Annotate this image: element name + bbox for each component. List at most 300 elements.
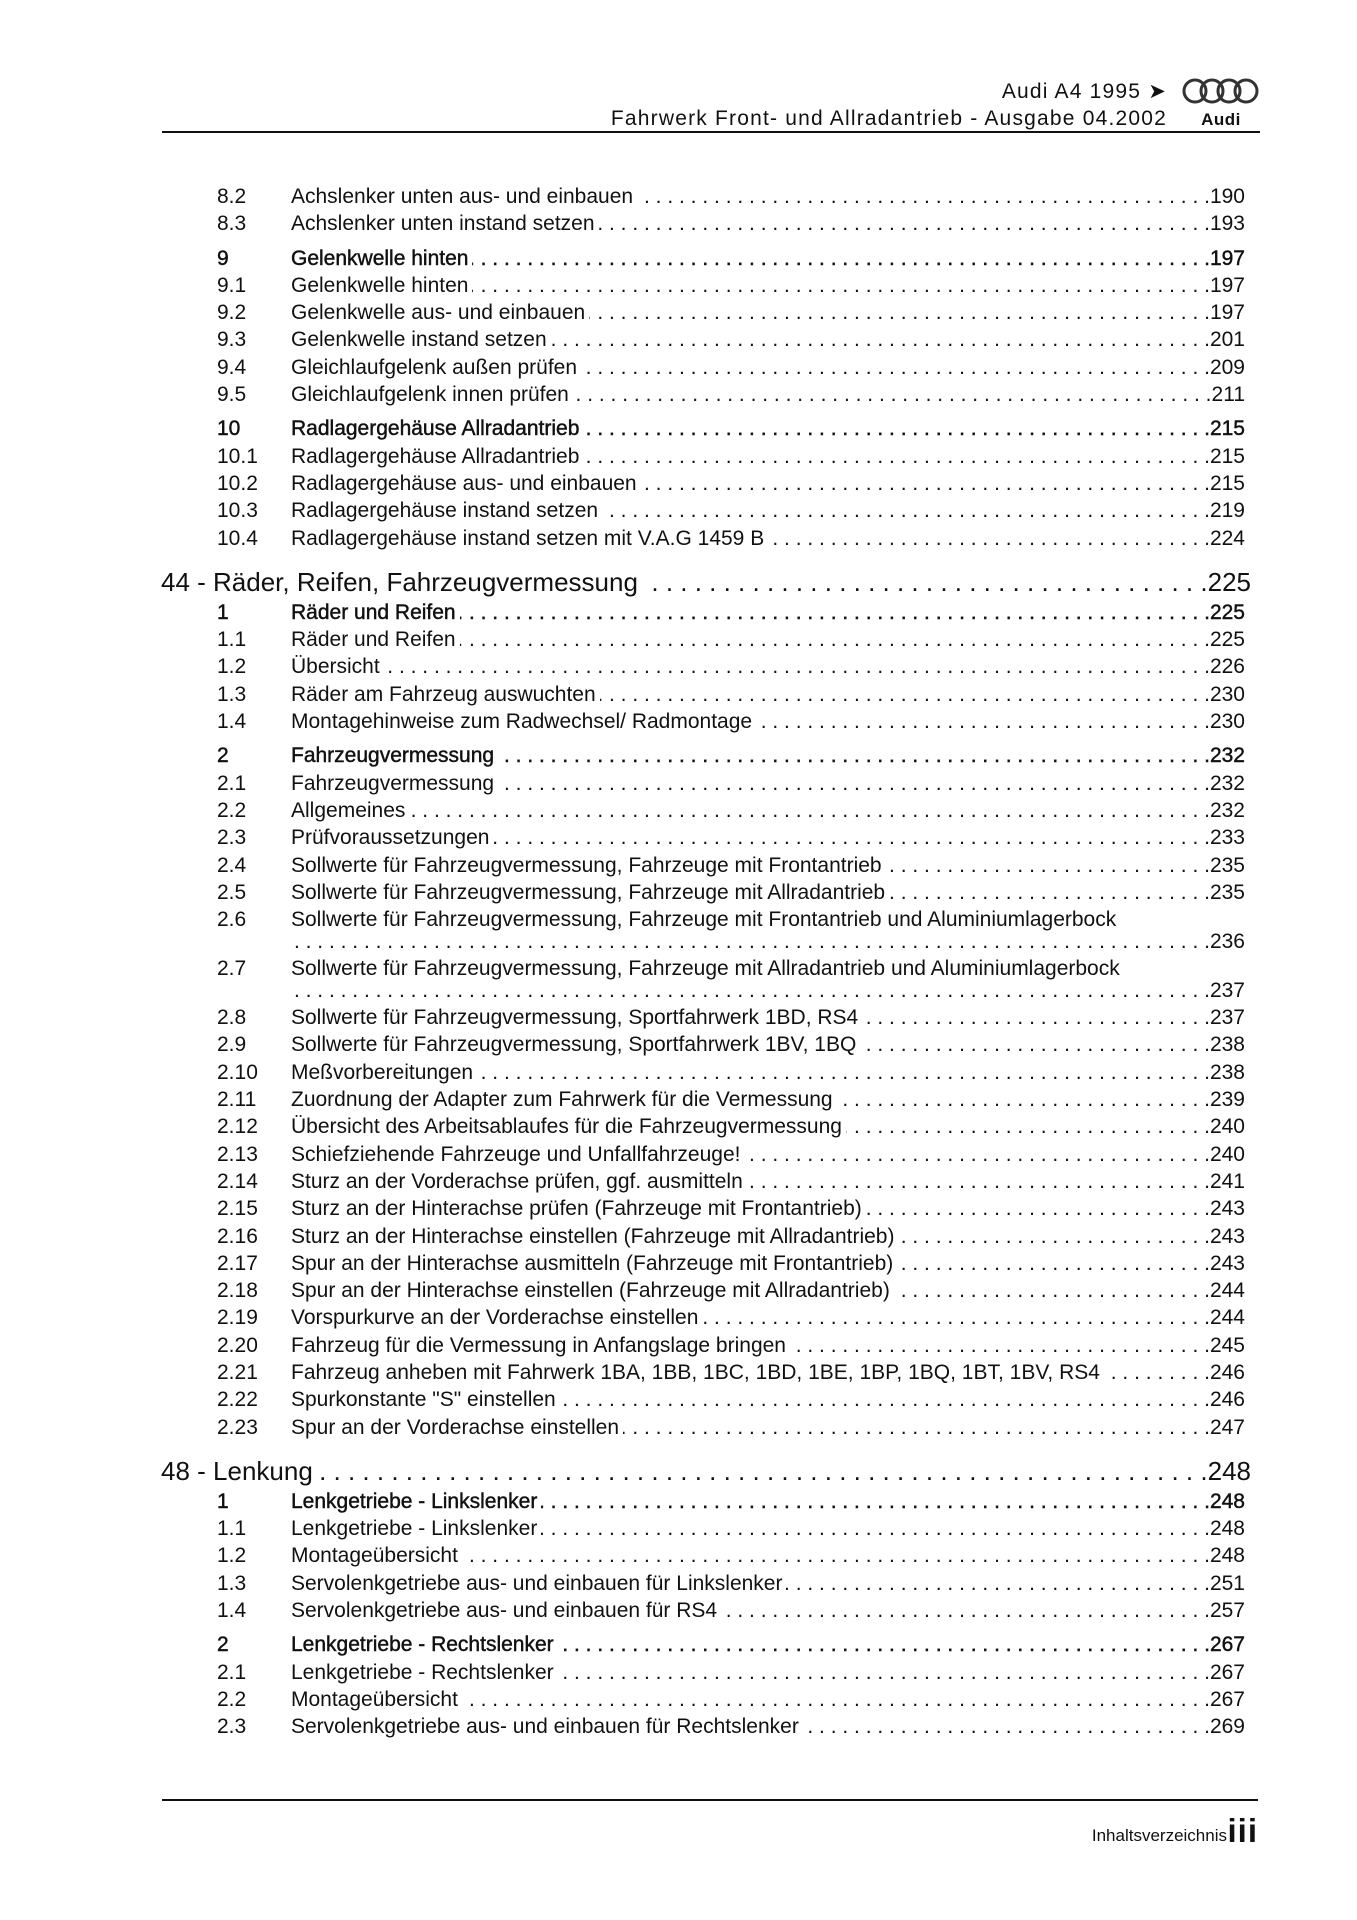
dot-leader (860, 1031, 1210, 1058)
toc-title: Räder und Reifen (291, 628, 456, 652)
toc-number: 2.2 (217, 798, 247, 822)
dot-leader (623, 1414, 1210, 1441)
dot-leader (721, 1597, 1210, 1624)
toc-title: Spur an der Vorderachse einstellen (291, 1415, 620, 1439)
toc-number: 10 (217, 417, 241, 441)
toc-title: 48 - Lenkung (161, 1455, 313, 1486)
toc-entry[interactable] (0, 797, 1357, 824)
toc-entry[interactable] (0, 497, 1357, 524)
toc-title: Meßvorbereitungen (291, 1060, 474, 1084)
audi-logo-text: Audi (1201, 110, 1241, 129)
toc-entry[interactable] (0, 626, 1357, 653)
toc-title: Vorspurkurve an der Vorderachse einstellen (291, 1306, 699, 1330)
toc-number: 1.2 (217, 1544, 247, 1568)
toc-section[interactable] (0, 415, 1357, 442)
dot-leader (541, 1515, 1210, 1542)
dot-leader (462, 1686, 1210, 1713)
toc-line (291, 1113, 1245, 1140)
toc-page: 243 (1209, 1251, 1245, 1275)
toc-line (291, 354, 1245, 381)
toc-line (291, 183, 1245, 210)
toc-number: 2.19 (217, 1306, 258, 1330)
toc-entry[interactable] (0, 1332, 1357, 1359)
dot-leader (493, 824, 1209, 851)
toc-entry[interactable] (0, 272, 1357, 299)
toc-number: 10.2 (217, 471, 258, 495)
dot-leader (541, 1488, 1210, 1515)
toc-page: 215 (1209, 471, 1245, 495)
toc-title: Gelenkwelle hinten (291, 273, 469, 297)
toc-line (291, 742, 1245, 769)
toc-section[interactable] (0, 1631, 1357, 1658)
dot-leader (291, 977, 1210, 1004)
toc-page: 201 (1209, 328, 1245, 352)
toc-line (291, 443, 1245, 470)
toc-line (291, 415, 1245, 442)
toc-line (291, 879, 1245, 906)
toc-line (291, 1597, 1245, 1624)
toc-page: 230 (1209, 682, 1245, 706)
dot-leader (637, 183, 1210, 210)
toc-line (291, 1141, 1245, 1168)
toc-entry[interactable] (0, 443, 1357, 470)
toc-line (291, 1004, 1245, 1031)
toc-entry[interactable] (0, 852, 1357, 879)
toc-title: Achslenker unten aus- und einbauen (291, 185, 634, 208)
toc-title: Radlagergehäuse Allradantrieb (291, 444, 580, 468)
toc-number: 2.3 (217, 1715, 247, 1739)
toc-number: 2.11 (217, 1088, 257, 1112)
toc-line (291, 797, 1245, 824)
toc-page: 241 (1209, 1169, 1245, 1193)
toc-title: Spur an der Hinterachse einstellen (Fahrzeuge mit Allradantrieb) (291, 1279, 890, 1303)
toc-number: 2 (217, 744, 229, 768)
toc-line (291, 1332, 1245, 1359)
toc-page: 248 (1209, 1489, 1245, 1513)
toc-entry[interactable] (0, 525, 1357, 552)
toc-number: 2.15 (217, 1197, 258, 1221)
toc-entry[interactable] (0, 1659, 1357, 1686)
toc-entry[interactable] (0, 210, 1357, 237)
toc-entry[interactable] (0, 1414, 1357, 1441)
toc-page: 257 (1209, 1599, 1245, 1623)
toc-number: 10.4 (217, 526, 258, 550)
toc-entry[interactable] (0, 1004, 1357, 1031)
dot-leader (600, 681, 1210, 708)
toc-title: Sollwerte für Fahrzeugvermessung, Sportfahrwerk 1BV, 1BQ (291, 1033, 857, 1057)
toc-page: 219 (1209, 499, 1245, 523)
toc-section[interactable] (0, 245, 1357, 272)
toc-entry[interactable] (0, 1597, 1357, 1624)
toc-entry[interactable] (0, 1195, 1357, 1222)
toc-page: 243 (1209, 1224, 1245, 1248)
toc-line (291, 977, 1245, 1004)
toc-title: Fahrzeug anheben mit Fahrwerk 1BA, 1BB, 1BC, 1BD, 1BE, 1BP, 1BQ, 1BT, 1BV, RS4 (291, 1360, 1100, 1384)
toc-page: 245 (1209, 1333, 1245, 1357)
toc-line (291, 1659, 1245, 1686)
table-of-contents (0, 183, 1357, 1741)
toc-title: Servolenkgetriebe aus- und einbauen für Rechtslenker (291, 1715, 799, 1739)
dot-leader (583, 443, 1210, 470)
toc-line (291, 1031, 1245, 1058)
toc-line (291, 770, 1245, 797)
toc-line (291, 1515, 1245, 1542)
toc-entry[interactable] (0, 1386, 1357, 1413)
toc-number: 1 (217, 600, 229, 624)
header-model: Audi A4 1995 ➤ (1001, 80, 1167, 103)
toc-title: Radlagergehäuse Allradantrieb (291, 417, 580, 441)
toc-page: 239 (1209, 1088, 1245, 1112)
toc-line (291, 245, 1245, 272)
toc-page: 197 (1209, 273, 1245, 297)
dot-leader (602, 497, 1210, 524)
toc-entry[interactable] (0, 653, 1357, 680)
toc-number: 2.3 (217, 826, 247, 850)
toc-title: Sollwerte für Fahrzeugvermessung, Sportfahrwerk 1BD, RS4 (291, 1006, 859, 1030)
toc-page: 237 (1209, 979, 1245, 1003)
toc-line (291, 1059, 1245, 1086)
toc-page: 209 (1209, 355, 1245, 379)
toc-entry[interactable] (0, 1031, 1357, 1058)
toc-number: 2.1 (217, 771, 247, 795)
toc-title: Fahrzeugvermessung (291, 771, 495, 795)
dot-leader (583, 415, 1210, 442)
toc-number: 2.12 (217, 1115, 258, 1139)
toc-page: 235 (1209, 853, 1245, 877)
toc-title: Montageübersicht (291, 1544, 458, 1568)
toc-title: Servolenkgetriebe aus- und einbauen für Linkslenker (291, 1571, 783, 1595)
toc-page: 267 (1209, 1687, 1245, 1711)
dot-leader (560, 1386, 1210, 1413)
toc-line (291, 525, 1245, 552)
toc-entry[interactable] (0, 1223, 1357, 1250)
toc-number: 10.3 (217, 499, 258, 523)
dot-leader (790, 1332, 1210, 1359)
toc-entry[interactable] (0, 326, 1357, 353)
toc-line (291, 681, 1245, 708)
toc-page: 230 (1209, 710, 1245, 734)
dot-leader (786, 1570, 1209, 1597)
dot-leader (886, 852, 1210, 879)
dot-leader (498, 742, 1210, 769)
toc-entry[interactable] (0, 1359, 1357, 1386)
dot-leader (573, 381, 1212, 408)
toc-line (291, 1250, 1245, 1277)
toc-line (291, 928, 1245, 955)
dot-leader (803, 1713, 1210, 1740)
dot-leader (462, 1542, 1210, 1569)
toc-entry[interactable] (0, 824, 1357, 851)
toc-number: 2.20 (217, 1333, 258, 1357)
toc-number: 2.5 (217, 880, 247, 904)
toc-page: 226 (1209, 655, 1245, 679)
toc-entry[interactable] (0, 1086, 1357, 1113)
toc-title: Sturz an der Hinterachse prüfen (Fahrzeuge mit Frontantrieb) (291, 1197, 862, 1221)
dot-leader (897, 1250, 1210, 1277)
toc-entry[interactable] (0, 681, 1357, 708)
toc-title: Lenkgetriebe - Linkslenker (291, 1517, 538, 1541)
toc-line (291, 626, 1245, 653)
toc-page: 225 (1209, 600, 1245, 624)
toc-line (291, 1304, 1245, 1331)
toc-title: Lenkgetriebe - Linkslenker (291, 1489, 538, 1513)
dot-leader (409, 797, 1210, 824)
toc-number: 9.4 (217, 355, 247, 379)
toc-entry[interactable] (0, 1168, 1357, 1195)
toc-section[interactable] (0, 742, 1357, 769)
toc-number: 2.18 (217, 1279, 258, 1303)
toc-title: Radlagergehäuse aus- und einbauen (291, 471, 637, 495)
dot-leader (1104, 1359, 1210, 1386)
toc-page: 246 (1209, 1360, 1245, 1384)
toc-number: 2.22 (217, 1388, 258, 1412)
toc-line (291, 1488, 1245, 1515)
toc-page: 197 (1209, 246, 1245, 270)
dot-leader (551, 326, 1210, 353)
toc-chapter[interactable] (0, 565, 1357, 599)
toc-number: 1.4 (217, 1599, 247, 1623)
toc-entry[interactable] (0, 1141, 1357, 1168)
toc-line (291, 824, 1245, 851)
toc-line (291, 708, 1245, 735)
toc-number: 2.21 (217, 1360, 258, 1384)
dot-leader (846, 1113, 1210, 1140)
toc-number: 2.9 (217, 1033, 247, 1057)
toc-line (291, 381, 1245, 408)
toc-title: Montageübersicht (291, 1687, 458, 1711)
toc-line (291, 497, 1245, 524)
dot-leader (460, 599, 1210, 626)
header-divider (162, 131, 1260, 133)
toc-page: 240 (1209, 1142, 1245, 1166)
toc-page: 238 (1209, 1033, 1245, 1057)
toc-title: Sollwerte für Fahrzeugvermessung, Fahrzeuge mit Frontantrieb und Aluminiumlagerbock (291, 908, 1117, 932)
toc-entry[interactable] (0, 1113, 1357, 1140)
toc-line (161, 1454, 1251, 1488)
footer-divider (162, 1799, 1258, 1801)
toc-line (291, 1542, 1245, 1569)
toc-title: Übersicht des Arbeitsablaufes für die Fahrzeugvermessung (291, 1115, 842, 1139)
toc-number: 9 (217, 246, 229, 270)
toc-page: 233 (1209, 826, 1245, 850)
toc-title: 44 - Räder, Reifen, Fahrzeugvermessung (161, 566, 638, 597)
toc-entry[interactable] (0, 1686, 1357, 1713)
toc-title: Gelenkwelle instand setzen (291, 328, 547, 352)
toc-page: 251 (1209, 1571, 1245, 1595)
toc-line (291, 1686, 1245, 1713)
toc-number: 1.3 (217, 1571, 247, 1595)
dot-leader (498, 770, 1210, 797)
toc-title: Radlagergehäuse instand setzen mit V.A.G 1459 B (291, 526, 765, 550)
toc-page: 215 (1209, 444, 1245, 468)
toc-number: 2.16 (217, 1224, 258, 1248)
toc-title: Sturz an der Hinterachse einstellen (Fahrzeuge mit Allradantrieb) (291, 1224, 895, 1248)
toc-page: 240 (1209, 1115, 1245, 1139)
dot-leader (599, 210, 1210, 237)
toc-title: Prüfvoraussetzungen (291, 826, 490, 850)
toc-number: 1 (217, 1489, 229, 1513)
toc-number: 9.3 (217, 328, 247, 352)
toc-title: Räder am Fahrzeug auswuchten (291, 682, 596, 706)
toc-number: 2.17 (217, 1251, 258, 1275)
dot-leader (477, 1059, 1210, 1086)
toc-number: 2.13 (217, 1142, 258, 1166)
toc-page: 237 (1209, 1006, 1245, 1030)
toc-title: Radlagergehäuse instand setzen (291, 499, 599, 523)
toc-page: 225 (1209, 628, 1245, 652)
toc-page: 244 (1209, 1306, 1245, 1330)
toc-number: 1.3 (217, 682, 247, 706)
toc-line (291, 599, 1245, 626)
toc-title: Zuordnung der Adapter zum Fahrwerk für die Vermessung (291, 1088, 833, 1112)
toc-entry[interactable] (0, 955, 1357, 1004)
dot-leader (581, 354, 1210, 381)
toc-number: 2.2 (217, 1687, 247, 1711)
toc-title: Fahrzeug für die Vermessung in Anfangslage bringen (291, 1333, 786, 1357)
toc-line (291, 272, 1245, 299)
dot-leader (744, 1141, 1209, 1168)
toc-page: 211 (1211, 383, 1245, 407)
toc-page: 215 (1209, 417, 1245, 441)
toc-title: Gleichlaufgelenk innen prüfen (291, 383, 569, 407)
footer-page-number: iii (1227, 1812, 1258, 1849)
dot-leader (702, 1304, 1210, 1331)
toc-title: Lenkgetriebe - Rechtslenker (291, 1633, 554, 1657)
dot-leader (642, 565, 1208, 599)
dot-leader (291, 928, 1210, 955)
dot-leader (756, 708, 1210, 735)
dot-leader (558, 1631, 1210, 1658)
toc-entry[interactable] (0, 770, 1357, 797)
toc-title: Gleichlaufgelenk außen prüfen (291, 355, 578, 379)
toc-page: 267 (1209, 1633, 1245, 1657)
toc-title: Sollwerte für Fahrzeugvermessung, Fahrzeuge mit Allradantrieb (291, 880, 886, 904)
toc-entry[interactable] (0, 1304, 1357, 1331)
toc-title: Schiefziehende Fahrzeuge und Unfallfahrzeuge! (291, 1142, 741, 1166)
toc-page: 238 (1209, 1060, 1245, 1084)
dot-leader (472, 245, 1210, 272)
dot-leader (384, 653, 1210, 680)
toc-entry[interactable] (0, 354, 1357, 381)
toc-number: 2.10 (217, 1060, 258, 1084)
toc-line (291, 1570, 1245, 1597)
toc-entry[interactable] (0, 1570, 1357, 1597)
toc-number: 9.5 (217, 383, 247, 407)
toc-number: 2.6 (217, 908, 247, 932)
toc-entry[interactable] (0, 1515, 1357, 1542)
toc-entry[interactable] (0, 708, 1357, 735)
toc-number: 2.14 (217, 1169, 258, 1193)
toc-chapter[interactable] (0, 1454, 1357, 1488)
toc-entry[interactable] (0, 1250, 1357, 1277)
toc-title: Gelenkwelle hinten (291, 246, 469, 270)
toc-line (291, 1414, 1245, 1441)
toc-entry[interactable] (0, 470, 1357, 497)
toc-line (291, 299, 1245, 326)
dot-leader (589, 299, 1210, 326)
dot-leader (558, 1659, 1210, 1686)
toc-page: 232 (1209, 771, 1245, 795)
dot-leader (768, 525, 1210, 552)
toc-number: 1.2 (217, 655, 247, 679)
toc-line (291, 1168, 1245, 1195)
toc-line (291, 326, 1245, 353)
toc-title: Übersicht (291, 655, 380, 679)
toc-title: Gelenkwelle aus- und einbauen (291, 301, 586, 325)
footer-section-label: Inhaltsverzeichnis (1091, 1826, 1227, 1845)
toc-page: 247 (1209, 1415, 1245, 1439)
toc-page: 197 (1209, 301, 1245, 325)
toc-title: Sollwerte für Fahrzeugvermessung, Fahrzeuge mit Frontantrieb (291, 853, 882, 877)
toc-page: 244 (1209, 1279, 1245, 1303)
toc-number: 2.4 (217, 853, 247, 877)
dot-leader (460, 626, 1210, 653)
toc-number: 2.8 (217, 1006, 247, 1030)
toc-page: 232 (1209, 744, 1245, 768)
toc-number: 10.1 (217, 444, 258, 468)
dot-leader (894, 1277, 1210, 1304)
toc-line (291, 1631, 1245, 1658)
toc-page: 236 (1209, 930, 1245, 954)
toc-number: 9.1 (217, 273, 247, 297)
toc-entry[interactable] (0, 1059, 1357, 1086)
toc-title: Servolenkgetriebe aus- und einbauen für RS4 (291, 1599, 718, 1623)
toc-number: 1.1 (217, 628, 247, 652)
toc-entry[interactable] (0, 1542, 1357, 1569)
dot-leader (317, 1454, 1208, 1488)
toc-entry[interactable] (0, 299, 1357, 326)
toc-page: 269 (1209, 1715, 1245, 1739)
toc-title: Räder und Reifen (291, 600, 456, 624)
toc-line (291, 1359, 1245, 1386)
toc-number: 2.1 (217, 1660, 247, 1684)
toc-number: 2.23 (217, 1415, 258, 1439)
toc-line (291, 1277, 1245, 1304)
toc-line (291, 1195, 1245, 1222)
toc-title: Spurkonstante "S" einstellen (291, 1388, 556, 1412)
toc-page: 267 (1209, 1660, 1245, 1684)
toc-number: 2.7 (217, 957, 247, 981)
toc-entry[interactable] (0, 381, 1357, 408)
toc-number: 1.4 (217, 710, 247, 734)
toc-number: 1.1 (217, 1517, 247, 1541)
toc-section[interactable] (0, 599, 1357, 626)
dot-leader (747, 1168, 1210, 1195)
toc-page: 248 (1207, 1455, 1251, 1486)
toc-line (291, 470, 1245, 497)
toc-section[interactable] (0, 1488, 1357, 1515)
toc-entry[interactable] (0, 906, 1357, 955)
dot-leader (866, 1195, 1210, 1222)
toc-page: 193 (1209, 212, 1245, 236)
toc-line (291, 1713, 1245, 1740)
toc-line (291, 1086, 1245, 1113)
toc-number: 2 (217, 1633, 229, 1657)
toc-entry[interactable] (0, 183, 1357, 210)
dot-leader (641, 470, 1210, 497)
toc-entry[interactable] (0, 1713, 1357, 1740)
toc-title: Sollwerte für Fahrzeugvermessung, Fahrzeuge mit Allradantrieb und Aluminiumlagerbock (291, 957, 1120, 981)
toc-page: 235 (1209, 880, 1245, 904)
toc-entry[interactable] (0, 1277, 1357, 1304)
toc-line (291, 1386, 1245, 1413)
toc-entry[interactable] (0, 879, 1357, 906)
toc-page: 248 (1209, 1544, 1245, 1568)
toc-page: 243 (1209, 1197, 1245, 1221)
toc-line (291, 1223, 1245, 1250)
toc-title: Sturz an der Vorderachse prüfen, ggf. ausmitteln (291, 1169, 743, 1193)
toc-page: 225 (1207, 566, 1251, 597)
